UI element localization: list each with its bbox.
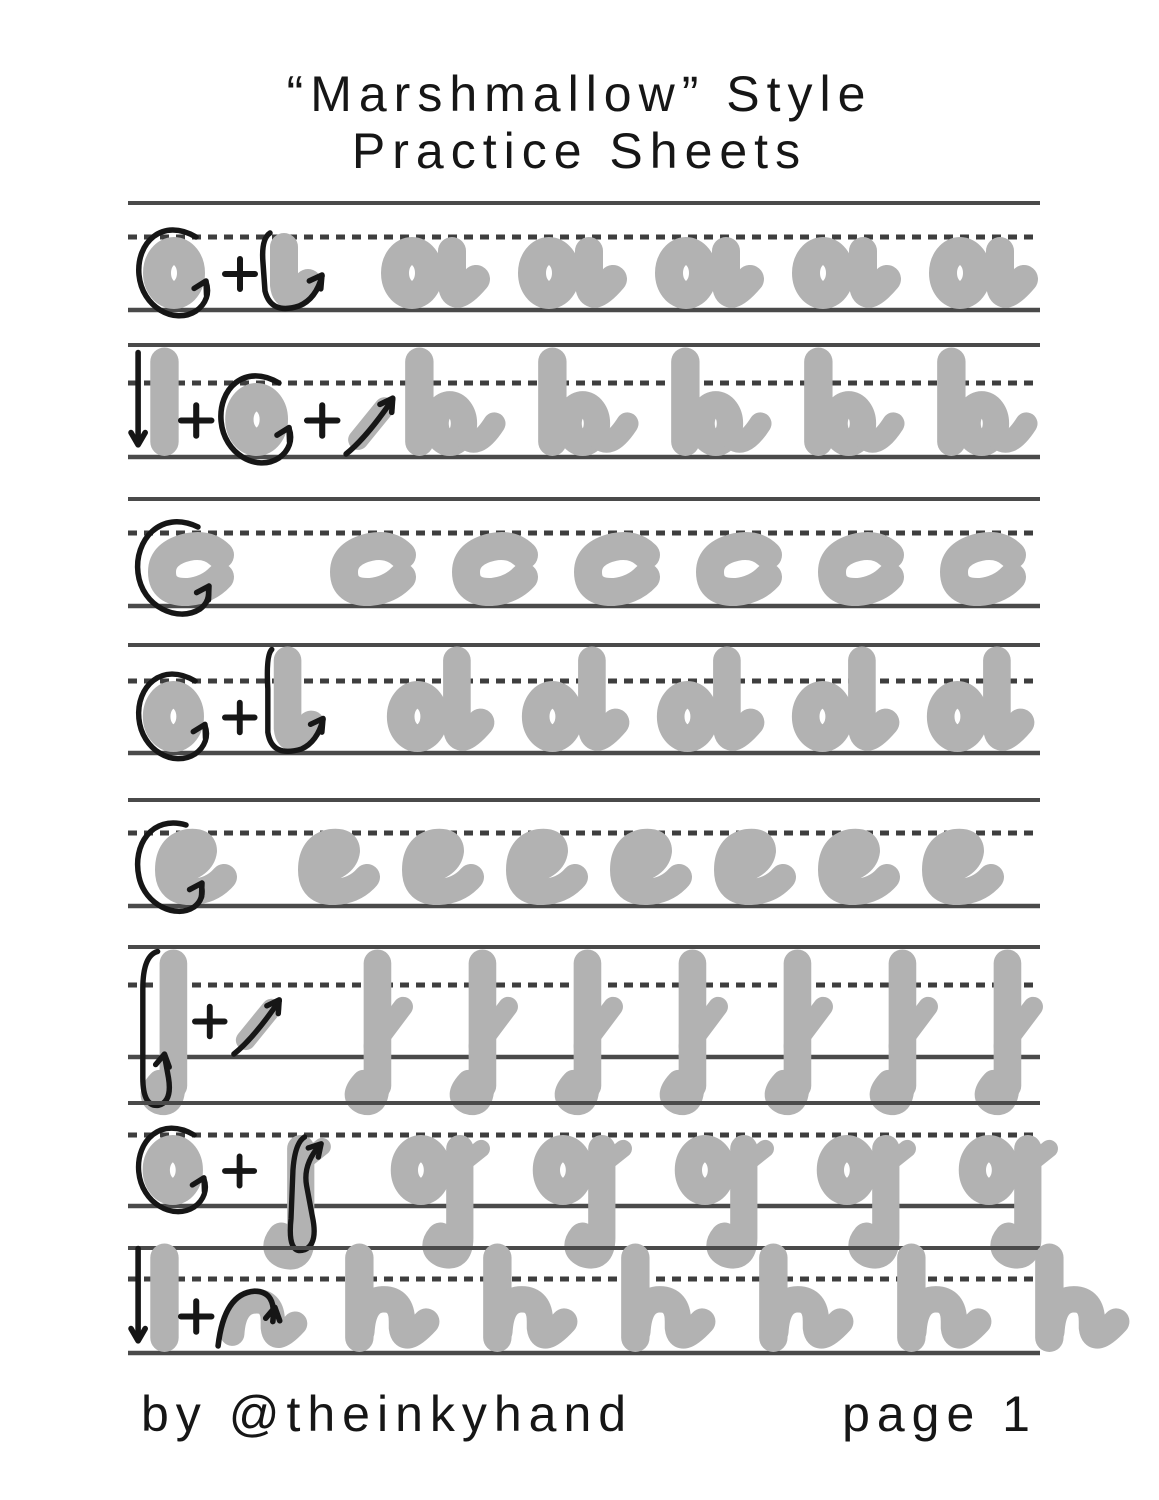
practice-row-b xyxy=(128,345,1040,463)
practice-letter-b xyxy=(818,362,893,443)
practice-letter-c xyxy=(954,546,1012,592)
practice-letter-a xyxy=(395,251,476,295)
practice-letter-d xyxy=(401,660,481,738)
stroke-guide-upstroke xyxy=(346,398,393,454)
practice-letter-b xyxy=(552,362,627,443)
stroke-guide-plus xyxy=(195,1007,225,1037)
practice-letter-e xyxy=(935,842,991,892)
sheet-title-line1: “Marshmallow” Style xyxy=(286,66,873,122)
practice-letter-g xyxy=(830,1149,907,1255)
practice-letter-a xyxy=(806,251,887,295)
practice-letter-a xyxy=(943,251,1024,295)
practice-letter-e xyxy=(311,842,367,892)
practice-letter-b xyxy=(951,362,1026,443)
practice-letter-e xyxy=(519,842,575,892)
practice-letter-a xyxy=(669,251,750,295)
practice-row-d xyxy=(128,645,1040,759)
page-number: page 1 xyxy=(842,1386,1037,1442)
practice-letter-f xyxy=(356,963,403,1103)
practice-row-a xyxy=(128,203,1040,316)
stroke-guide-oval xyxy=(139,230,208,316)
stroke-guide-understroke xyxy=(263,233,322,308)
practice-row-e xyxy=(128,800,1040,911)
practice-letter-e xyxy=(831,842,887,892)
practice-letter-g xyxy=(546,1149,623,1255)
practice-letter-e xyxy=(623,842,679,892)
sheet-title xyxy=(0,66,1159,180)
practice-letter-c xyxy=(344,546,402,592)
practice-letter-d xyxy=(941,660,1021,738)
stroke-guide-c-shape xyxy=(138,522,220,614)
practice-letter-c xyxy=(466,546,524,592)
practice-letter-h xyxy=(359,1258,426,1338)
stroke-guide-downstroke-stem xyxy=(131,353,164,445)
stroke-guide-plus xyxy=(225,259,255,289)
stroke-guide-plus xyxy=(225,1156,254,1185)
practice-letter-h xyxy=(635,1258,702,1338)
practice-row-g xyxy=(128,1103,1049,1256)
practice-letter-h xyxy=(1049,1258,1116,1338)
practice-letter-b xyxy=(685,362,760,443)
stroke-guide-plus xyxy=(307,405,337,435)
practice-row-c xyxy=(128,499,1040,614)
stroke-guide-j-loop xyxy=(277,1137,322,1256)
stroke-guide-upstroke xyxy=(234,1000,279,1054)
practice-row-f xyxy=(128,947,1040,1105)
stroke-guide-oval xyxy=(139,1128,206,1211)
practice-letter-g xyxy=(972,1149,1049,1255)
practice-letter-a xyxy=(532,251,613,295)
practice-letter-g xyxy=(688,1149,765,1255)
practice-letter-d xyxy=(671,660,751,738)
practice-letter-b xyxy=(419,362,494,443)
practice-letter-c xyxy=(588,546,646,592)
practice-letter-c xyxy=(832,546,890,592)
practice-letter-h xyxy=(911,1258,978,1338)
stroke-guide-oval xyxy=(139,674,207,759)
stroke-guide-downstroke-stem xyxy=(131,1249,164,1341)
sheet-title-line2: Practice Sheets xyxy=(351,123,808,179)
stroke-guide-plus xyxy=(181,1301,211,1331)
stroke-guide-plus xyxy=(181,405,211,435)
practice-letter-d xyxy=(536,660,616,738)
practice-letter-h xyxy=(497,1258,564,1338)
stroke-guide-plus xyxy=(225,703,255,733)
practice-letter-d xyxy=(806,660,886,738)
practice-letter-g xyxy=(404,1149,481,1255)
practice-letter-e xyxy=(415,842,471,892)
practice-letter-e xyxy=(727,842,783,892)
practice-letter-c xyxy=(710,546,768,592)
stroke-guide-e-loop xyxy=(138,823,224,911)
stroke-guide-tallstroke xyxy=(267,649,323,751)
practice-letter-h xyxy=(773,1258,840,1338)
stroke-guide-oval xyxy=(221,376,291,463)
stroke-guide-arch xyxy=(218,1291,295,1346)
credit-text: by @theinkyhand xyxy=(141,1386,634,1442)
stroke-guide-f-loop xyxy=(143,951,174,1105)
practice-letter-f xyxy=(566,963,613,1103)
